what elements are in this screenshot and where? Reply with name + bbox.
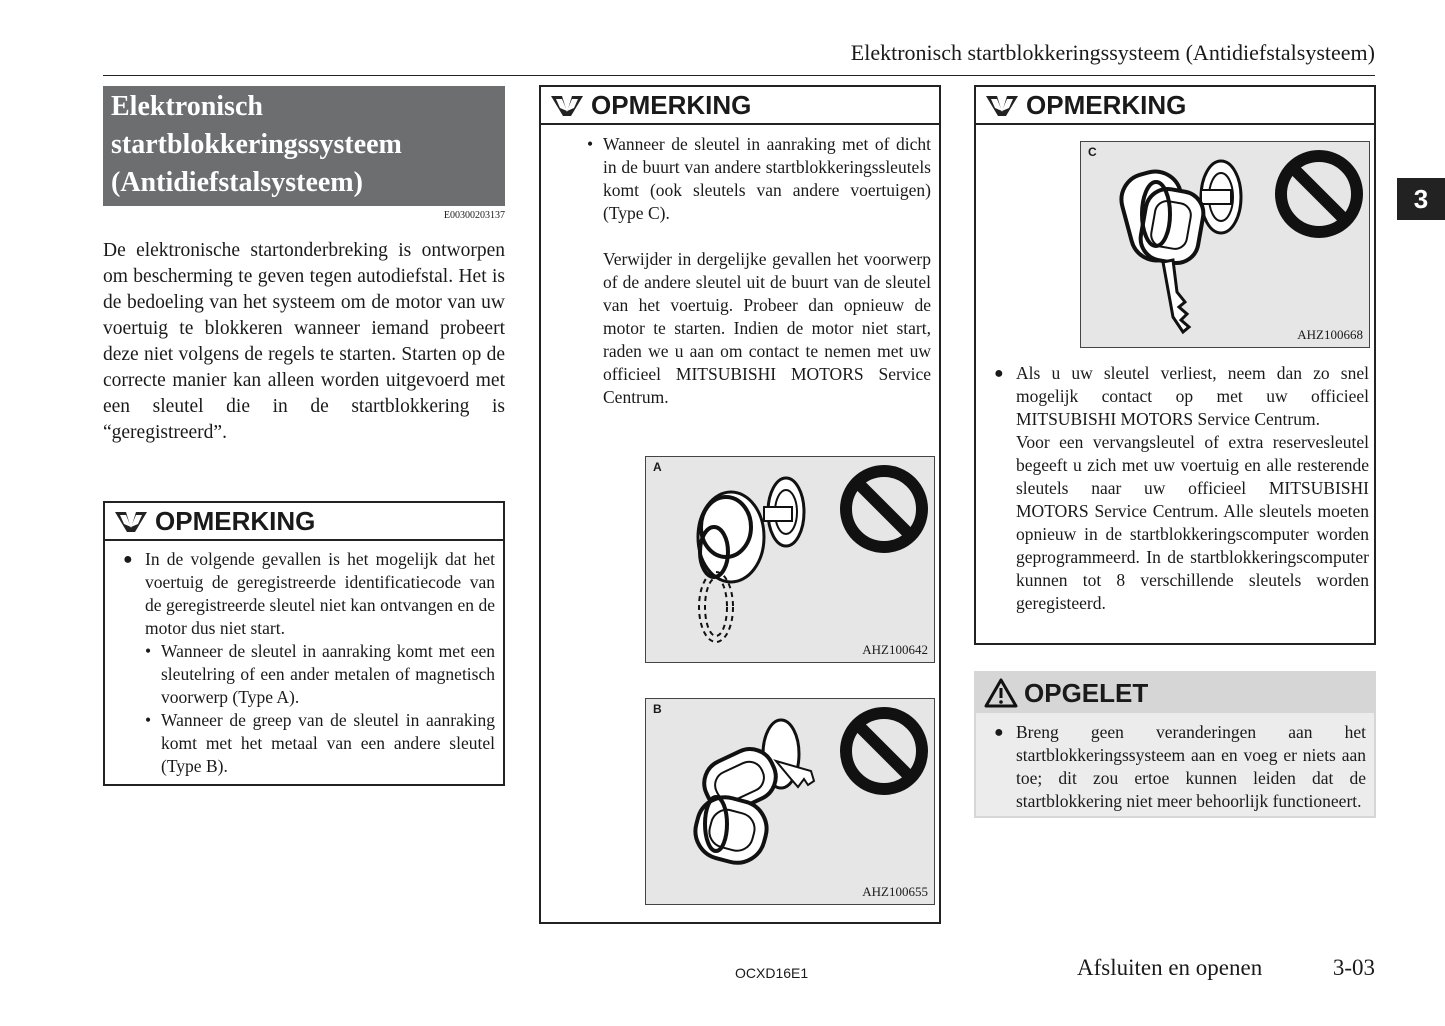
note-box-title: OPMERKING bbox=[591, 89, 752, 120]
figure-letter: B bbox=[653, 702, 662, 716]
note-box-body bbox=[994, 362, 1369, 615]
caution-header bbox=[976, 673, 1374, 713]
bullet-text: In de volgende gevallen is het mogelijk dat het voertuig de geregistreerde identificatiecode van de geregistreerde sleutel niet kan ontvangen en de motor dus niet start. bbox=[145, 549, 495, 638]
section-heading bbox=[103, 86, 505, 206]
bullet-text: Breng geen veranderingen aan het startblokkeringssysteem aan en voeg er niets aan toe; dit zou ertoe kunnen leiden dat de startblokkering niet meer behoorlijk functioneert. bbox=[1016, 722, 1366, 811]
figure-code: AHZ100642 bbox=[862, 642, 928, 657]
section-heading-line: (Antidiefstalsysteem) bbox=[111, 167, 363, 198]
warning-triangle-icon bbox=[984, 678, 1018, 708]
page-number: 3-03 bbox=[1332, 955, 1375, 980]
page-header-title: Elektronisch startblokkeringssysteem (Antidiefstalsysteem) bbox=[850, 40, 1375, 65]
sub-item-text: Wanneer de sleutel in aanraking met of dicht in de buurt van andere startblokkeringssleutels komt (ook sleutels van andere voertuigen) (Type C). bbox=[603, 134, 931, 223]
bullet-item bbox=[123, 548, 495, 640]
note-box-header bbox=[976, 87, 1374, 125]
note-box-body bbox=[105, 541, 503, 778]
figure-code: AHZ100655 bbox=[862, 884, 928, 899]
sub-item bbox=[145, 640, 495, 709]
note-icon bbox=[113, 509, 149, 533]
note-box-title: OPMERKING bbox=[1026, 89, 1187, 120]
bullet-dot-icon: ● bbox=[123, 551, 133, 568]
section-heading-line: Elektronisch bbox=[111, 91, 263, 122]
note-box-body bbox=[541, 125, 939, 409]
prohibited-icon bbox=[838, 463, 930, 555]
note-box-3 bbox=[974, 85, 1376, 645]
caution-box bbox=[974, 671, 1376, 818]
sub-item bbox=[587, 133, 931, 225]
paragraph-text: Voor een vervangsleutel of extra reservesleutel begeeft u zich met uw voertuig en alle resterende sleutels naar uw officieel MITSUBISHI MOTORS Service Centrum. Alle sleutels moeten opnieuw in de startblokkeringscomputer worden geprogrammeerd. In de startblokkeringscomputer kunnen tot 8 verschillende sleutels worden geregisteerd. bbox=[1016, 432, 1369, 613]
footer-section-title: Afsluiten en openen bbox=[1077, 955, 1263, 980]
sub-bullet-icon: • bbox=[587, 134, 594, 154]
figure-letter: A bbox=[653, 460, 662, 474]
figure-type-a bbox=[645, 456, 935, 663]
note-icon bbox=[549, 93, 585, 117]
footer-code: OCXD16E1 bbox=[735, 965, 809, 981]
caution-title: OPGELET bbox=[1024, 677, 1149, 708]
paragraph-text: Verwijder in dergelijke gevallen het voorwerp of de andere sleutel uit de buurt van de sleutel van het voertuig. Probeer dan opnieuw de motor te starten. Indien de motor niet start, raden we u aan om contact te nemen met uw officieel MITSUBISHI MOTORS Service Centrum. bbox=[603, 249, 931, 407]
intro-paragraph: De elektronische startonderbreking is ontworpen om bescherming te geven tegen autodiefstal. Het is de bedoeling van het systeem om de motor van uw voertuig te blokkeren wanneer iemand probeert deze niet volgens de regels te starten. Starten op de correcte manier kan alleen worden uitgevoerd met een sleutel die in de startblokkering is “geregistreerd”. bbox=[103, 240, 505, 443]
note-box-1 bbox=[103, 501, 505, 786]
figure-letter: C bbox=[1088, 145, 1097, 159]
note-box-2 bbox=[539, 85, 941, 924]
header-rule bbox=[103, 75, 1375, 76]
note-icon bbox=[984, 93, 1020, 117]
note-paragraph bbox=[587, 248, 931, 409]
prohibited-icon bbox=[1273, 148, 1365, 240]
sub-bullet-icon: • bbox=[145, 710, 152, 730]
note-box-header bbox=[541, 87, 939, 125]
bullet-dot-icon: ● bbox=[994, 724, 1004, 741]
note-paragraph bbox=[994, 431, 1369, 615]
figure-type-c bbox=[1080, 141, 1370, 348]
figure-code: AHZ100668 bbox=[1297, 327, 1363, 342]
document-code: E00300203137 bbox=[443, 210, 505, 221]
note-box-title: OPMERKING bbox=[155, 505, 316, 536]
bullet-text: Als u uw sleutel verliest, neem dan zo snel mogelijk contact op met uw officieel MITSUBISHI MOTORS Service Centrum. bbox=[1016, 363, 1369, 429]
figure-type-b bbox=[645, 698, 935, 905]
note-box-header bbox=[105, 503, 503, 541]
sub-item-text: Wanneer de sleutel in aanraking komt met een sleutelring of een ander metalen of magnetisch voorwerp (Type A). bbox=[161, 641, 495, 707]
sub-bullet-icon: • bbox=[145, 641, 152, 661]
bullet-item bbox=[994, 362, 1369, 431]
bullet-item bbox=[994, 721, 1366, 813]
sub-item bbox=[145, 709, 495, 778]
chapter-tab: 3 bbox=[1397, 178, 1445, 220]
prohibited-icon bbox=[838, 705, 930, 797]
bullet-dot-icon: ● bbox=[994, 365, 1004, 382]
sub-item-text: Wanneer de greep van de sleutel in aanraking komt met het metaal van een andere sleutel (Type B). bbox=[161, 710, 495, 776]
section-heading-line: startblokkeringssysteem bbox=[111, 129, 402, 160]
caution-body bbox=[976, 713, 1374, 813]
